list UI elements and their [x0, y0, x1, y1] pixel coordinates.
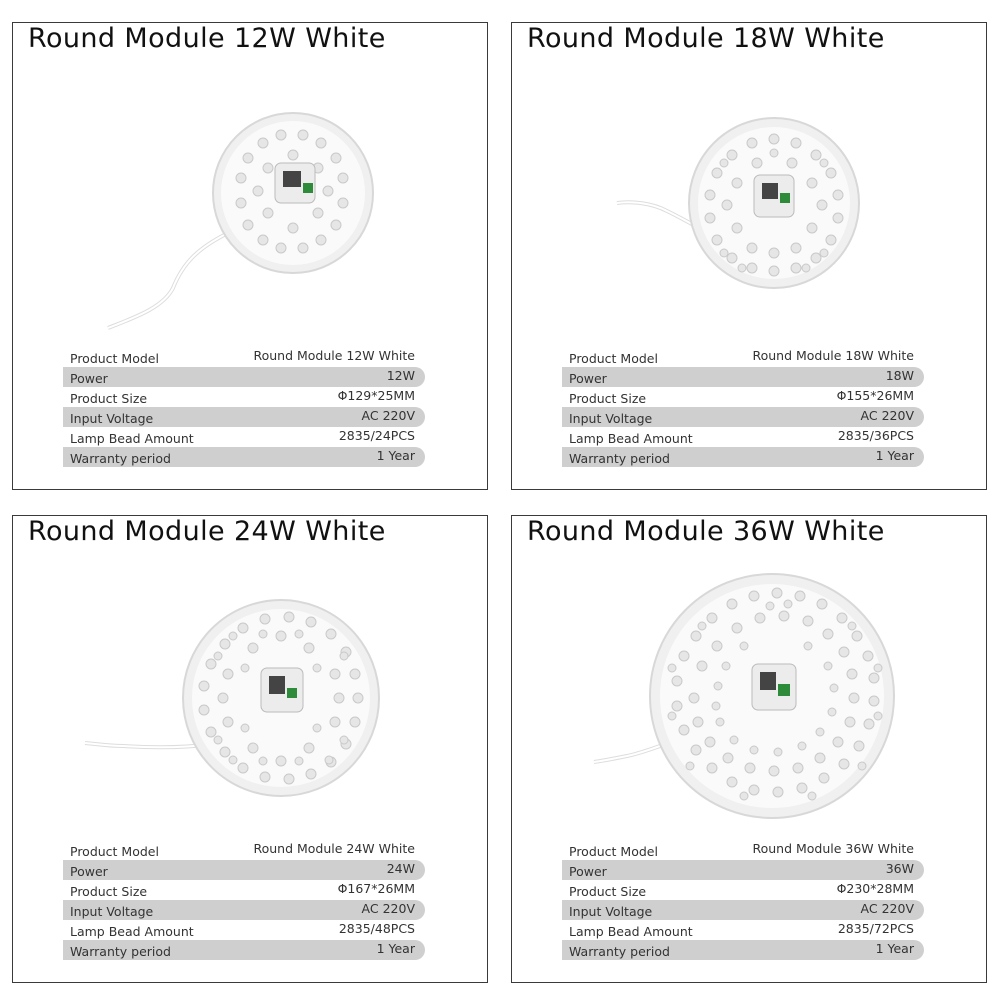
spec-row-power: Power 24W [63, 860, 425, 880]
spec-row-warranty: Warranty period 1 Year [63, 447, 425, 467]
spec-row-model: Product Model Round Module 36W White [569, 841, 914, 859]
spec-table [63, 347, 425, 467]
product-panel-18w [511, 22, 987, 490]
panel-title: Round Module 24W White [28, 516, 386, 547]
spec-row-size: Product Size Φ167*26MM [70, 881, 415, 899]
led-module-photo [512, 556, 987, 856]
panel-title: Round Module 36W White [527, 516, 885, 547]
spec-row-model: Product Model Round Module 18W White [569, 348, 914, 366]
product-panel-36w [511, 515, 987, 983]
led-module-24w [85, 600, 379, 796]
led-module-18w [617, 118, 859, 288]
led-module-36w [594, 574, 894, 818]
spec-row-voltage: Input Voltage AC 220V [63, 407, 425, 427]
panel-title: Round Module 18W White [527, 23, 885, 54]
spec-row-beads: Lamp Bead Amount 2835/48PCS [70, 921, 415, 939]
spec-row-warranty: Warranty period 1 Year [562, 447, 924, 467]
spec-row-voltage: Input Voltage AC 220V [63, 900, 425, 920]
led-module-photo [13, 556, 488, 856]
spec-row-warranty: Warranty period 1 Year [562, 940, 924, 960]
spec-row-size: Product Size Φ230*28MM [569, 881, 914, 899]
spec-table [562, 347, 924, 467]
spec-row-voltage: Input Voltage AC 220V [562, 407, 924, 427]
led-module-photo [13, 63, 488, 363]
spec-table [63, 840, 425, 960]
spec-row-warranty: Warranty period 1 Year [63, 940, 425, 960]
spec-row-model: Product Model Round Module 12W White [70, 348, 415, 366]
spec-row-model: Product Model Round Module 24W White [70, 841, 415, 859]
spec-row-beads: Lamp Bead Amount 2835/72PCS [569, 921, 914, 939]
spec-row-power: Power 36W [562, 860, 924, 880]
spec-table [562, 840, 924, 960]
product-panel-12w [12, 22, 488, 490]
spec-row-beads: Lamp Bead Amount 2835/36PCS [569, 428, 914, 446]
spec-row-size: Product Size Φ155*26MM [569, 388, 914, 406]
spec-row-power: Power 12W [63, 367, 425, 387]
spec-row-voltage: Input Voltage AC 220V [562, 900, 924, 920]
product-panel-24w [12, 515, 488, 983]
panel-title: Round Module 12W White [28, 23, 386, 54]
led-module-photo [512, 63, 987, 363]
spec-row-size: Product Size Φ129*25MM [70, 388, 415, 406]
spec-row-beads: Lamp Bead Amount 2835/24PCS [70, 428, 415, 446]
led-module-12w [108, 113, 373, 328]
spec-row-power: Power 18W [562, 367, 924, 387]
